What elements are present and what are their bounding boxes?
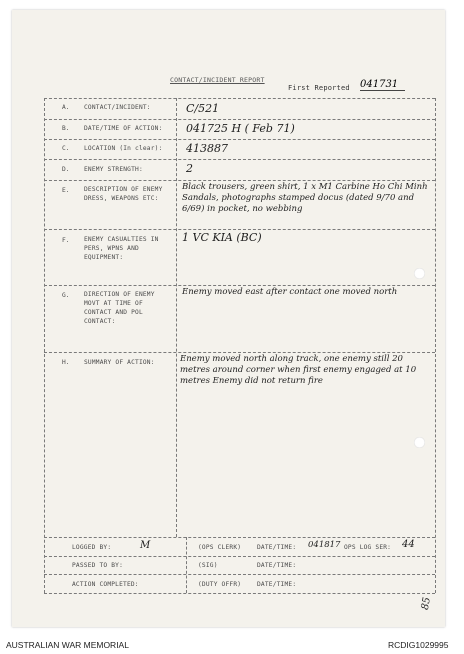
- row-f-label: ENEMY CASUALTIES IN PERS, WPNS AND EQUIPMENT:: [84, 236, 159, 261]
- row-e-value: Black trousers, green shirt, 1 x M1 Carbine Ho Chi Minh Sandals, photographs stamped docus (dated 9/70 and 6/69) in pocket, no webbing: [182, 182, 428, 214]
- row-e-letter: E.: [62, 187, 70, 194]
- row-f-value: 1 VC KIA (BC): [182, 231, 262, 244]
- row-c-value: 413887: [186, 142, 228, 155]
- row-c-label: LOCATION (In clear):: [84, 145, 163, 152]
- row-b-value: 041725 H ( Feb 71): [186, 122, 295, 135]
- row-g-value: Enemy moved east after contact one moved north: [182, 287, 398, 297]
- row-d-value: 2: [186, 162, 193, 175]
- punch-hole-bottom: [414, 437, 425, 448]
- sig-label: (SIG): [198, 562, 218, 569]
- document-sheet: [12, 10, 445, 627]
- archive-caption: AUSTRALIAN WAR MEMORIAL: [6, 640, 129, 650]
- row-b-letter: B.: [62, 125, 70, 132]
- row-h-value: Enemy moved north along track, one enemy still 20 metres around corner when first enemy engaged at 10 metres Enemy did not return fire: [180, 354, 417, 386]
- row-c-letter: C.: [62, 145, 70, 152]
- duty-offr-label: (DUTY OFFR): [198, 581, 242, 588]
- row-g-letter: G.: [62, 292, 70, 299]
- datetime-label-2: DATE/TIME:: [257, 562, 297, 569]
- row-a-value: C/521: [186, 102, 220, 115]
- row-f-letter: F.: [62, 237, 70, 244]
- row-h-letter: H.: [62, 359, 70, 366]
- row-d-label: ENEMY STRENGTH:: [84, 166, 143, 173]
- record-id: RCDIG1029995: [388, 640, 449, 650]
- logged-by-label: LOGGED BY:: [72, 544, 112, 551]
- passed-to-label: PASSED TO BY:: [72, 562, 124, 569]
- action-completed-label: ACTION COMPLETED:: [72, 581, 139, 588]
- logged-by-signature: M: [140, 540, 151, 551]
- datetime-label-3: DATE/TIME:: [257, 581, 297, 588]
- row-e-label: DESCRIPTION OF ENEMY DRESS, WEAPONS ETC:: [84, 186, 163, 202]
- row-d-letter: D.: [62, 166, 70, 173]
- first-reported-label: First Reported: [288, 84, 350, 92]
- row-a-letter: A.: [62, 104, 70, 111]
- datetime-value-1: 041817: [308, 540, 341, 550]
- row-g-label: DIRECTION OF ENEMY MOVT AT TIME OF CONTACT AND POL CONTACT:: [84, 291, 155, 325]
- row-h-label: SUMMARY OF ACTION:: [84, 359, 155, 366]
- form-title: CONTACT/INCIDENT REPORT: [170, 76, 265, 84]
- row-b-label: DATE/TIME OF ACTION:: [84, 125, 163, 132]
- datetime-label-1: DATE/TIME:: [257, 544, 297, 551]
- punch-hole-top: [414, 268, 425, 279]
- ops-log-ser-value: 44: [402, 539, 415, 550]
- first-reported-value: 041731: [360, 79, 405, 91]
- ops-log-ser-label: OPS LOG SER:: [344, 544, 392, 551]
- row-a-label: CONTACT/INCIDENT:: [84, 104, 151, 111]
- page-mark: 85: [419, 596, 433, 611]
- ops-clerk-label: (OPS CLERK): [198, 544, 242, 551]
